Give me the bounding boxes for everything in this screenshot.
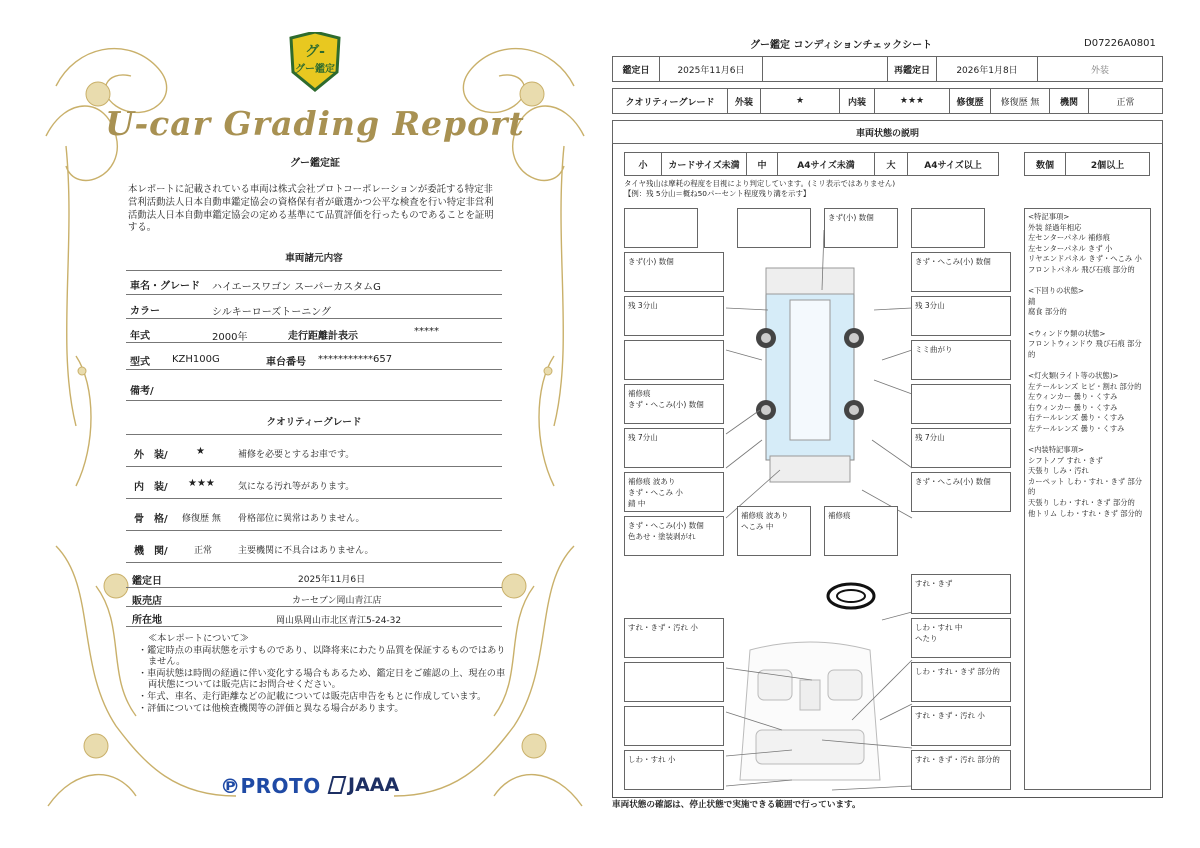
quality-exterior-grade: ★ — [196, 446, 205, 457]
note-line: 他トリム しわ・すれ・きず 部分的 — [1028, 508, 1143, 518]
note-line — [1028, 318, 1147, 329]
report-notice — [138, 633, 508, 714]
note-line: 天張り しみ・汚れ — [1028, 466, 1089, 476]
redate-value: 2026年1月8日 — [936, 56, 1038, 82]
note-line — [1028, 360, 1147, 371]
exterior-box — [624, 208, 698, 248]
notice-item: ・鑑定時点の車両状態を示すものであり、以降将来にわたり品質を保証するものではありません。 — [138, 644, 506, 668]
interior-box: しわ・すれ 中 へたり — [911, 618, 1011, 658]
exterior-value: ★ — [760, 88, 840, 114]
appraisal-date-value: 2025年11月6日 — [298, 575, 366, 585]
interior-label: 内装 — [839, 88, 875, 114]
size-mid: 中 — [746, 152, 778, 176]
interior-box: しわ・すれ・きず 部分的 — [911, 662, 1011, 702]
shop-label: 販売店 — [132, 596, 162, 607]
note-line: 左ウィンカー 曇り・くすみ — [1028, 392, 1118, 402]
quality-engine-desc: 主要機関に不具合はありません。 — [238, 546, 374, 556]
exterior-box: きず・へこみ(小) 数個 — [911, 252, 1011, 292]
special-notes-panel — [1024, 208, 1151, 790]
repair-value: 修復歴 無 — [990, 88, 1050, 114]
note-line: 腐食 部分的 — [1028, 307, 1067, 317]
exterior-box: きず(小) 数個 — [624, 252, 724, 292]
note-line: 左テールレンズ 曇り・くすみ — [1028, 423, 1125, 433]
divider — [126, 434, 502, 435]
interior-box: すれ・きず — [911, 574, 1011, 614]
note-line: フロントウィンドウ 飛び石痕 部分的 — [1028, 339, 1142, 359]
odometer-value: ***** — [414, 326, 439, 337]
quality-exterior-label: 外 装/ — [134, 450, 168, 461]
note-line: <灯火類(ライト等の状態)> — [1028, 370, 1119, 380]
exterior-box: 補修痕 波あり きず・へこみ 小 錆 中 — [624, 472, 724, 512]
note-line: 左センターパネル 補修痕 — [1028, 233, 1110, 243]
quality-interior-desc: 気になる汚れ等があります。 — [238, 482, 355, 492]
interior-box — [624, 662, 724, 702]
sheet-title: グー鑑定 コンディションチェックシート — [750, 40, 933, 51]
divider — [126, 318, 502, 319]
name-label: 車名・グレード — [130, 281, 200, 292]
note-line: 左センターパネル きず 小 — [1028, 243, 1113, 253]
engine-value: 正常 — [1088, 88, 1163, 114]
size-mid-desc: A4サイズ未満 — [777, 152, 875, 176]
exterior-box: きず・へこみ(小) 数個 — [911, 472, 1011, 512]
year-label: 年式 — [130, 331, 150, 342]
jaaa-logo: JAAA — [330, 774, 399, 796]
note-line: <下回りの状態> — [1028, 286, 1085, 296]
year-value: 2000年 — [212, 332, 248, 343]
certificate-intro: 本レポートに記載されている車両は株式会社プロトコーポレーションが委託する特定非営利活動法人日本自動車鑑定協会の資格保有者が厳選かつ公平な検査を行い特定非営利活動法人日本自動車鑑定協会の定める基準にて品質評価を行ったものであることを証明する。 — [128, 184, 494, 234]
note-line — [1028, 434, 1147, 445]
exterior-box — [911, 384, 1011, 424]
size-small-desc: カードサイズ未満 — [661, 152, 747, 176]
grading-certificate — [36, 26, 594, 826]
name-value: ハイエースワゴン スーパーカスタムG — [212, 282, 381, 293]
date-value: 2025年11月6日 — [659, 56, 763, 82]
note-line: <特記事項> — [1028, 212, 1070, 221]
engine-label: 機関 — [1049, 88, 1089, 114]
size-small: 小 — [624, 152, 662, 176]
address-value: 岡山県岡山市北区青江5-24-32 — [276, 616, 402, 626]
note-line: 天張り しわ・すれ・きず 部分的 — [1028, 498, 1135, 508]
note-line: リヤエンドパネル きず・へこみ 小 — [1028, 254, 1142, 264]
quality-frame-label: 骨 格/ — [134, 514, 168, 525]
tire-note: タイヤ残山は摩耗の程度を目視により判定しています。(ミリ表示ではありません) — [624, 179, 896, 188]
count-label: 数個 — [1024, 152, 1066, 176]
interior-box: すれ・きず・汚れ 小 — [624, 618, 724, 658]
divider — [126, 562, 502, 563]
notice-item: ・車両状態は時間の経過に伴い変化する場合もあるため、鑑定日をご確認の上、現在の車両状態については販売店にお問合せください。 — [138, 667, 506, 691]
notice-item: ・年式、車名、走行距離などの記載については販売店申告をもとに作成しています。 — [138, 690, 487, 702]
quality-frame-grade: 修復歴 無 — [182, 514, 221, 524]
chassis-value: ***********657 — [318, 354, 393, 365]
interior-box: すれ・きず・汚れ 小 — [911, 706, 1011, 746]
repair-label: 修復歴 — [949, 88, 991, 114]
exterior-box: 残 3分山 — [624, 296, 724, 336]
color-label: カラー — [130, 306, 160, 317]
spec-heading: 車両諸元内容 — [285, 253, 343, 264]
exterior-box: 補修痕 きず・へこみ(小) 数個 — [624, 384, 724, 424]
note-line: フロントパネル 飛び石痕 部分的 — [1028, 264, 1135, 274]
size-large-desc: A4サイズ以上 — [907, 152, 999, 176]
quality-engine-grade: 正常 — [194, 546, 213, 556]
note-line: 右テールレンズ 曇り・くすみ — [1028, 413, 1125, 423]
condition-check-sheet — [600, 30, 1180, 820]
redate-label: 再鑑定日 — [887, 56, 937, 82]
proto-logo: ℗PROTO — [220, 774, 321, 798]
exterior-box: 残 3分山 — [911, 296, 1011, 336]
divider — [126, 400, 502, 401]
divider — [126, 498, 502, 499]
note-line: カーペット しわ・すれ・きず 部分的 — [1028, 476, 1143, 497]
odometer-label: 走行距離計表示 — [288, 331, 358, 342]
exterior-tag: 外装 — [1037, 56, 1163, 82]
svg-text:グ-: グ- — [305, 44, 325, 60]
exterior-box — [911, 208, 985, 248]
note-line: 錆 — [1028, 296, 1036, 306]
explain-heading: 車両状態の説明 — [612, 120, 1163, 144]
exterior-box — [624, 340, 724, 380]
note-line: 左テールレンズ ヒビ・割れ 部分的 — [1028, 381, 1142, 391]
quality-engine-label: 機 関/ — [134, 546, 168, 557]
divider — [126, 606, 502, 607]
model-value: KZH100G — [172, 354, 220, 365]
quality-interior-grade: ★★★ — [188, 478, 215, 489]
note-line: <ウィンドウ類の状態> — [1028, 328, 1106, 338]
blank-cell — [762, 56, 888, 82]
quality-exterior-desc: 補修を必要とするお車です。 — [238, 450, 355, 460]
model-label: 型式 — [130, 357, 150, 368]
exterior-box: 残 7分山 — [624, 428, 724, 468]
notice-item: ・評価については他検査機関等の評価と異なる場合があります。 — [138, 702, 404, 714]
remarks-label: 備考/ — [130, 386, 154, 397]
sheet-footer: 車両状態の確認は、停止状態で実施できる範囲で行っています。 — [612, 800, 861, 810]
appraisal-date-label: 鑑定日 — [132, 576, 162, 587]
chassis-label: 車台番号 — [266, 357, 306, 368]
script-title: U-car Grading Report — [105, 104, 525, 143]
interior-box: すれ・きず・汚れ 部分的 — [911, 750, 1011, 790]
exterior-box: 残 7分山 — [911, 428, 1011, 468]
size-large: 大 — [874, 152, 908, 176]
interior-box: しわ・すれ 小 — [624, 750, 724, 790]
note-line: 右ウィンカー 曇り・くすみ — [1028, 402, 1118, 412]
quality-heading: クオリティーグレード — [266, 417, 362, 428]
quality-interior-label: 内 装/ — [134, 482, 168, 493]
exterior-label: 外装 — [727, 88, 761, 114]
quality-grade-label: クオリティーグレード — [612, 88, 728, 114]
exterior-box — [737, 208, 811, 248]
exterior-box: 補修痕 波あり へこみ 中 — [737, 506, 811, 556]
interior-value: ★★★ — [874, 88, 950, 114]
goo-appraisal-badge — [287, 32, 343, 92]
exterior-box: きず(小) 数個 — [824, 208, 898, 248]
note-line — [1028, 276, 1147, 287]
count-desc: 2個以上 — [1065, 152, 1150, 176]
interior-box — [624, 706, 724, 746]
address-label: 所在地 — [132, 615, 162, 626]
document-id: D07226A0801 — [1084, 38, 1156, 49]
note-line: 外装 経過年相応 — [1028, 222, 1082, 232]
note-line: シフトノブ すれ・きず — [1028, 455, 1103, 465]
divider — [126, 626, 502, 627]
date-label: 鑑定日 — [612, 56, 660, 82]
divider — [126, 369, 502, 370]
divider — [126, 530, 502, 531]
tire-note-example: 【例：残 5分山＝概ね50パーセント程度残り溝を示す】 — [624, 189, 811, 198]
divider — [126, 587, 502, 588]
exterior-box: きず・へこみ(小) 数個 色あせ・塗装剥がれ — [624, 516, 724, 556]
shop-value: カーセブン岡山青江店 — [292, 596, 382, 606]
exterior-box: 補修痕 — [824, 506, 898, 556]
color-value: シルキーローズトーニング — [212, 307, 332, 318]
certificate-title: グー鑑定証 — [290, 158, 340, 169]
divider — [126, 294, 502, 295]
divider — [126, 342, 502, 343]
exterior-box: ミミ曲がり — [911, 340, 1011, 380]
quality-frame-desc: 骨格部位に異常はありません。 — [238, 514, 365, 524]
note-line: <内装特記事項> — [1028, 445, 1085, 455]
notice-title: ≪本レポートについて≫ — [148, 633, 249, 644]
svg-text:グー鑑定: グー鑑定 — [295, 64, 335, 75]
divider — [126, 466, 502, 467]
divider — [126, 270, 502, 271]
